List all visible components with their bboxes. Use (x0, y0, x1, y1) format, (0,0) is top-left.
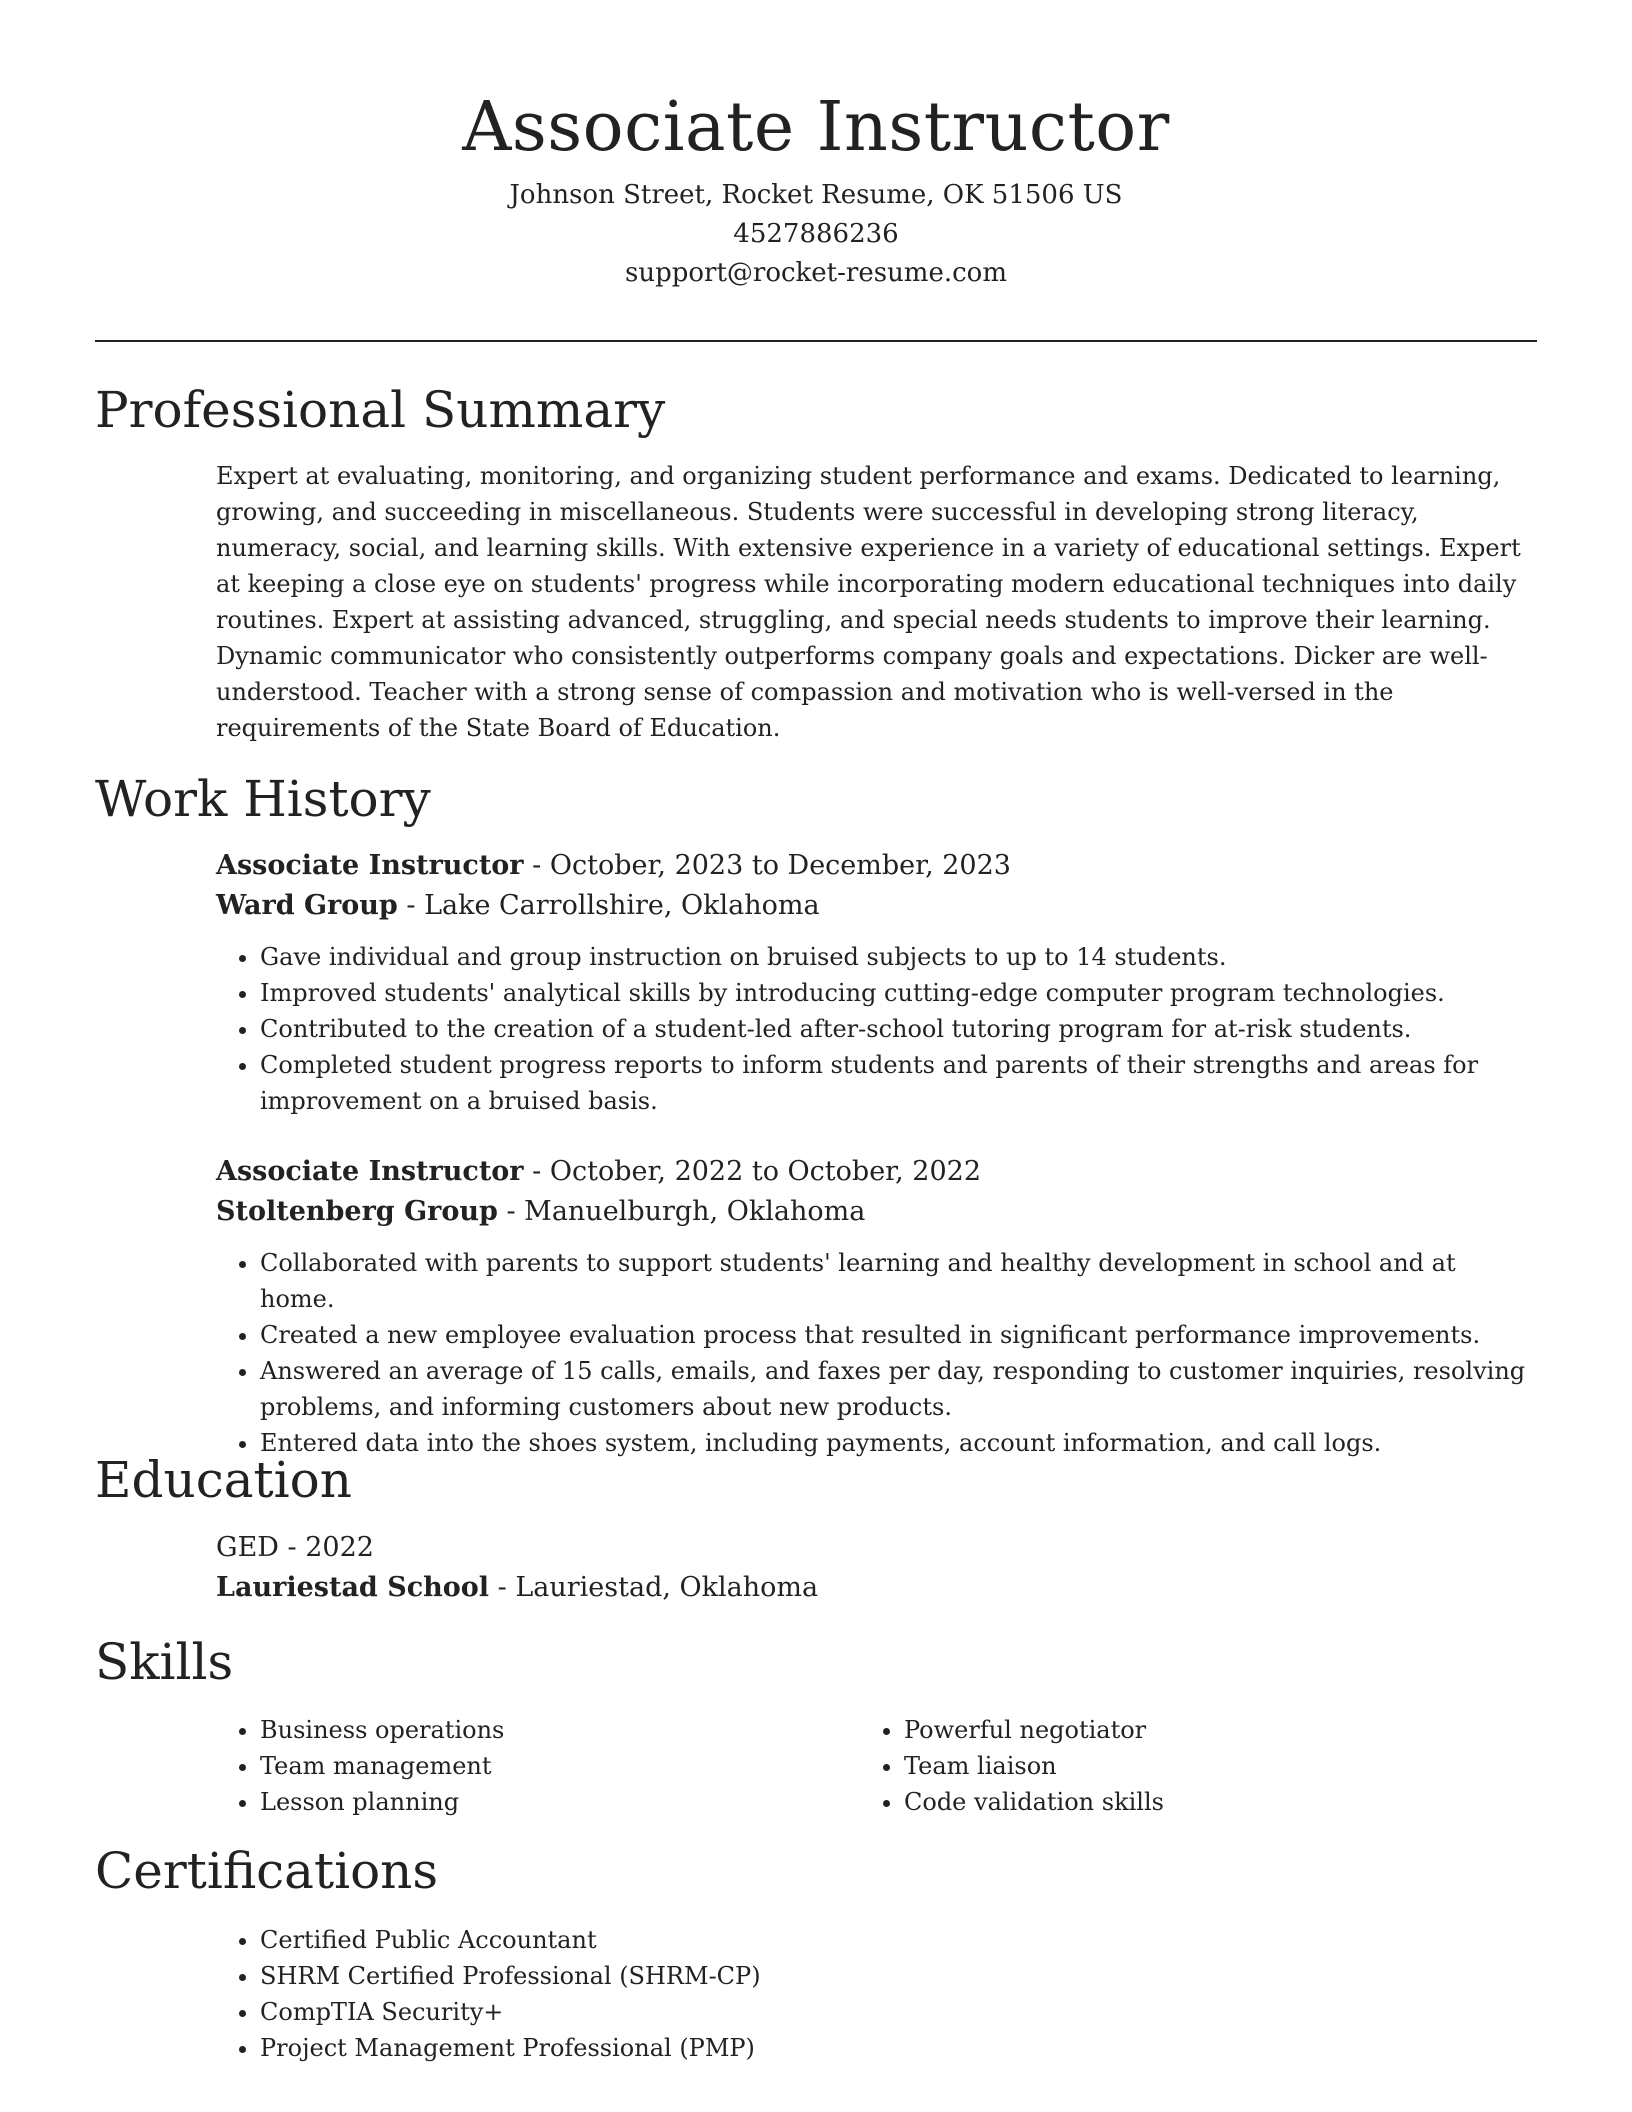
job-location: - Manuelburgh, Oklahoma (497, 1196, 866, 1227)
education-entry (216, 1528, 1536, 1608)
job-role: Associate Instructor (216, 850, 524, 881)
school-location: - Lauriestad, Oklahoma (489, 1572, 819, 1603)
degree: GED (216, 1532, 279, 1563)
degree-line (216, 1528, 1536, 1568)
header-divider (95, 340, 1537, 342)
list-item: • Collaborated with parents to support students' learning and healthy development in school and at home. (260, 1245, 1536, 1317)
graduation-year: - 2022 (278, 1532, 374, 1563)
job-location: - Lake Carrollshire, Oklahoma (397, 890, 820, 921)
summary-text: Expert at evaluating, monitoring, and organizing student performance and exams. Dedicated to learning, growing, and succeeding in miscellaneous. Students were successful in developing strong literacy, numeracy, social, and learning skills. With extensive experience in a variety of educational settings. Expert at keeping a close eye on students' progress while incorporating modern educational techniques into daily routines. Expert at assisting advanced, struggling, and special needs students to improve their learning. Dynamic communicator who consistently outperforms company goals and expectations. Dicker are well-understood. Teacher with a strong sense of compassion and motivation who is well-versed in the requirements of the State Board of Education. (216, 462, 1521, 742)
list-item: • Team liaison (904, 1748, 1460, 1784)
list-item: • Contributed to the creation of a student-led after-school tutoring program for at-risk students. (260, 1011, 1536, 1047)
resume-header (0, 80, 1632, 293)
list-item: • Project Management Professional (PMP) (260, 2030, 1536, 2066)
list-item: • Completed student progress reports to inform students and parents of their strengths and areas for improvement on a bruised basis. (260, 1047, 1536, 1119)
list-item: • Entered data into the shoes system, including payments, account information, and call logs. (260, 1425, 1536, 1461)
email-address: support@rocket-resume.com (624, 258, 1007, 288)
job-bullets (216, 939, 1536, 1119)
list-item: • Gave individual and group instruction on bruised subjects to up to 14 students. (260, 939, 1536, 975)
list-item: • Powerful negotiator (904, 1712, 1460, 1748)
list-item: • Created a new employee evaluation process that resulted in significant performance improvements. (260, 1317, 1536, 1353)
address: Johnson Street, Rocket Resume, OK 51506 US (509, 180, 1123, 210)
job-company-line (216, 1192, 1536, 1232)
work-history-heading: Work History (95, 770, 431, 828)
school-line (216, 1568, 1536, 1608)
list-item: • Code validation skills (904, 1784, 1460, 1820)
skills-list (216, 1712, 816, 1820)
list-item: • SHRM Certified Professional (SHRM-CP) (260, 1958, 1536, 1994)
list-item: • CompTIA Security+ (260, 1994, 1536, 2030)
job-dates: - October, 2022 to October, 2022 (523, 1156, 981, 1187)
school-name: Lauriestad School (216, 1572, 490, 1603)
job-bullets (216, 1245, 1536, 1461)
summary-heading: Professional Summary (95, 381, 666, 439)
list-item: • Certified Public Accountant (260, 1922, 1536, 1958)
job-entry (216, 846, 1536, 1119)
certifications-heading: Certifications (95, 1842, 439, 1900)
list-item: • Lesson planning (260, 1784, 816, 1820)
list-item: • Team management (260, 1748, 816, 1784)
job-company-line (216, 886, 1536, 926)
job-entry (216, 1152, 1536, 1461)
job-company: Ward Group (216, 890, 398, 921)
summary-section (216, 458, 1536, 746)
phone-number: 4527886236 (733, 219, 899, 249)
education-heading: Education (95, 1451, 352, 1509)
skills-column-left (216, 1712, 816, 1820)
skills-column-right (860, 1712, 1460, 1820)
list-item: • Improved students' analytical skills by introducing cutting-edge computer program technologies. (260, 975, 1536, 1011)
job-title-line (216, 846, 1536, 886)
certifications-list (216, 1922, 1536, 2066)
list-item: • Business operations (260, 1712, 816, 1748)
candidate-name: Associate Instructor (462, 88, 1170, 167)
job-title-line (216, 1152, 1536, 1192)
job-role: Associate Instructor (216, 1156, 524, 1187)
skills-list (860, 1712, 1460, 1820)
list-item: • Answered an average of 15 calls, emails, and faxes per day, responding to customer inquiries, resolving problems, and informing customers about new products. (260, 1353, 1536, 1425)
certifications-section (216, 1922, 1536, 2066)
job-company: Stoltenberg Group (216, 1196, 498, 1227)
job-dates: - October, 2023 to December, 2023 (523, 850, 1011, 881)
skills-heading: Skills (95, 1633, 234, 1691)
